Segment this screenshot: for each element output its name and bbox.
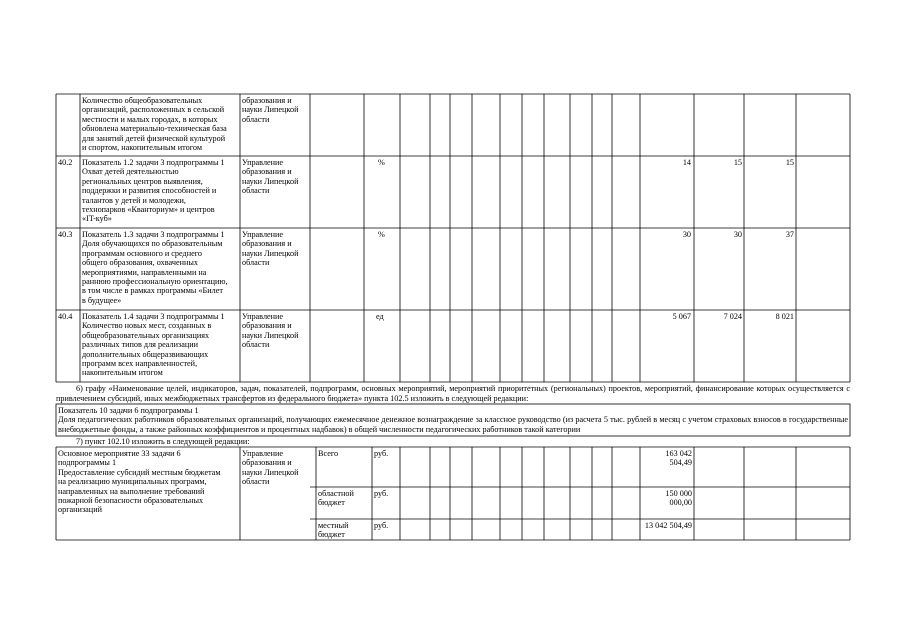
activity-name: Основное мероприятие 33 задачи 6 подпрограммы 1 Предоставление субсидий местным бюджетам на реализацию муниципальных программ, направленных на выполнение требований пожарной безопасности образовательных организаций: [58, 449, 221, 515]
unit: ед: [376, 312, 384, 321]
indicator-name: Показатель 1.2 задачи 3 подпрограммы 1 Охват детей деятельностью региональных центров выявления, поддержки и развития способностей и талантов у детей и молодежи, технопарков «Кванториум» и центров «IT-куб»: [82, 158, 225, 224]
value-cell: 37: [785, 230, 794, 239]
value-cell: 5 067: [672, 312, 691, 321]
value-cell: 14: [682, 158, 691, 167]
executor: Управление образования и науки Липецкой области: [242, 230, 299, 268]
amount-cell: 150 000 000,00: [665, 489, 692, 508]
row-number: 40.2: [58, 158, 73, 167]
unit: %: [378, 158, 385, 167]
row-number: 40.4: [58, 312, 73, 321]
paragraph-6: 6) графу «Наименование целей, индикаторов, задач, показателей, подпрограмм, основных мероприятий, мероприятий приоритетных (региональных) проектов, мероприятий, финансирование которых осуществляется с привлечением субсидий, иных межбюджетных трансфертов из федерального бюджета» пункта 102.5 изложить в следующей редакции:: [56, 384, 850, 403]
executor: Управление образования и науки Липецкой области: [242, 449, 299, 487]
executor: Управление образования и науки Липецкой области: [242, 312, 299, 350]
paragraph-7: 7) пункт 102.10 изложить в следующей редакции:: [76, 437, 250, 446]
indicator-name: Показатель 1.3 задачи 3 подпрограммы 1 Доля обучающихся по образовательным программам основного и среднего общего образования, охваченных мероприятиями, направленными на раннюю профессиональную ориентацию, в том числе в рамках программы «Билет в будущее»: [82, 230, 228, 305]
value-cell: 7 024: [723, 312, 742, 321]
amount-cell: 163 042 504,49: [665, 449, 692, 468]
funding-source: местный бюджет: [318, 521, 349, 540]
indicator-name: Количество общеобразовательных организаций, расположенных в сельской местности и малых городах, в которых обновлена материально-техническая база для занятий детей физической культурой и спортом, накопительным итогом: [82, 96, 227, 153]
unit: %: [378, 230, 385, 239]
indicator-10-box: Показатель 10 задачи 6 подпрограммы 1 Доля педагогических работников образовательных организаций, получающих ежемесячное денежное вознаграждение за классное руководство (из расчета 5 тыс. рублей в месяц с учетом страховых взносов в государственные внебюджетные фонды, а также районных коэффициентов и процентных надбавок) в общей численности педагогических работников такой категории: [58, 406, 848, 434]
amount-cell: 13 042 504,49: [644, 521, 692, 530]
value-cell: 30: [733, 230, 742, 239]
value-cell: 8 021: [775, 312, 794, 321]
value-cell: 30: [682, 230, 691, 239]
funding-source: Всего: [318, 449, 339, 458]
funding-source: областной бюджет: [318, 489, 354, 508]
indicator-name: Показатель 1.4 задачи 3 подпрограммы 1 Количество новых мест, созданных в общеобразовательных организациях различных типов для реализации дополнительных общеразвивающих программ всех направленностей, накопительным итогом: [82, 312, 225, 378]
value-cell: 15: [733, 158, 742, 167]
executor: Управление образования и науки Липецкой области: [242, 158, 299, 196]
executor: образования и науки Липецкой области: [242, 96, 299, 124]
unit: руб.: [374, 489, 389, 498]
unit: руб.: [374, 449, 389, 458]
value-cell: 15: [785, 158, 794, 167]
unit: руб.: [374, 521, 389, 530]
row-number: 40.3: [58, 230, 73, 239]
